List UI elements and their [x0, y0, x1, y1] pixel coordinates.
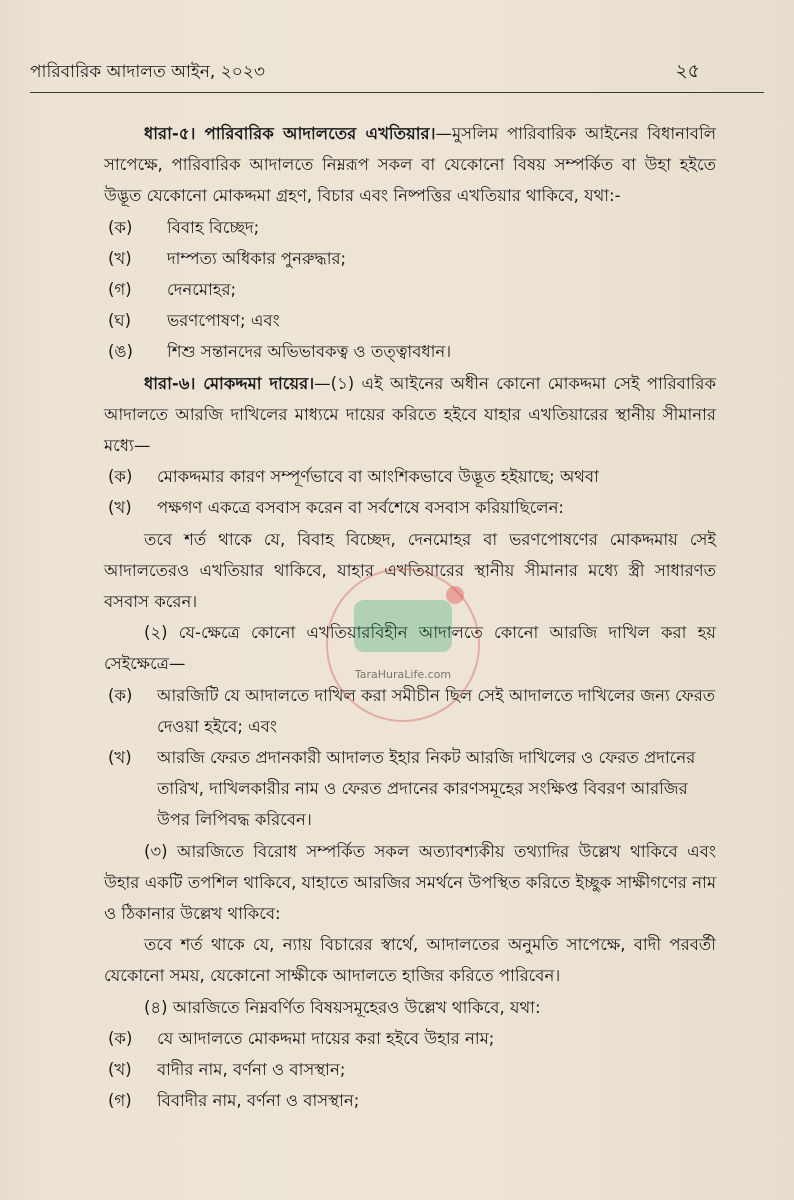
item-mark: (ঘ) — [108, 311, 132, 331]
item-text: দাম্পত্য অধিকার পুনরুদ্ধার; — [167, 248, 347, 268]
item-text: আরজি ফেরত প্রদানকারী আদালত ইহার নিকট আরজি দাখিলের ও ফেরত প্রদানের তারিখ, দাখিলকারীর নাম ও ফেরত প্রদানের কারণসমূহের সংক্ষিপ্ত বিবরণ আরজির উপর লিপিবদ্ধ করিবেন। — [157, 748, 696, 830]
item-text: ভরণপোষণ; এবং — [167, 311, 280, 331]
item-text: বিবাদীর নাম, বর্ণনা ও বাসস্থান; — [157, 1091, 360, 1111]
item-text: যে আদালতে মোকদ্দমা দায়ের করা হইবে উহার নাম; — [157, 1028, 495, 1048]
section-5-heading: ধারা-৫। পারিবারিক আদালতের এখতিয়ার। — [144, 124, 436, 143]
section-6-heading: ধারা-৬। মোকদ্দমা দায়ের। — [144, 373, 315, 393]
section-6-sub2-list — [104, 680, 716, 836]
item-mark: (ঙ) — [108, 342, 133, 362]
item-text: দেনমোহর; — [167, 280, 237, 300]
watermark-text: TaraHuraLife.com — [354, 668, 452, 681]
proviso-3: তবে শর্ত থাকে যে, ন্যায় বিচারের স্বার্থে, আদালতের অনুমতি সাপেক্ষে, বাদী পরবর্তী যেকোনো সময়, যেকোনো সাক্ষীকে আদালতে হাজির করিতে পারিবেন। — [104, 935, 716, 986]
list-item — [104, 212, 716, 243]
section-6 — [104, 368, 716, 462]
section-6-sub1: —(১) এই আইনের অধীন কোনো মোকদ্দমা সেই পারিবারিক আদালতে আরজি দাখিলের মাধ্যমে দায়ের করিতে হইবে যাহার এখতিয়ারের স্থানীয় সীমানার মধ্যে— — [104, 373, 716, 456]
header-rule — [30, 92, 764, 93]
page-header — [30, 55, 764, 89]
page-body — [104, 118, 716, 1117]
item-mark: (ক) — [108, 467, 133, 487]
running-title: পারিবারিক আদালত আইন, ২০২৩ — [30, 62, 265, 82]
list-item — [104, 243, 716, 274]
list-item — [104, 305, 716, 336]
section-5 — [104, 118, 716, 212]
item-mark: (গ) — [108, 280, 132, 300]
section-5-body: —মুসলিম পারিবারিক আইনের বিধানাবলি সাপেক্ষে, পারিবারিক আদালতে নিম্নরূপ সকল বা যেকোনো বিষয় সম্পর্কিত বা উহা হইতে উদ্ভূত যেকোনো মোকদ্দমা গ্রহণ, বিচার এবং নিষ্পত্তির এখতিয়ার থাকিবে, যথা:- — [104, 124, 716, 206]
list-item — [104, 1085, 716, 1116]
list-item — [104, 742, 716, 836]
section-5-list — [104, 212, 716, 368]
list-item — [104, 274, 716, 305]
item-text: মোকদ্দমার কারণ সম্পূর্ণভাবে বা আংশিকভাবে উদ্ভূত হইয়াছে; অথবা — [157, 467, 599, 487]
list-item — [104, 492, 716, 523]
item-mark: (খ) — [108, 498, 132, 518]
item-text: বাদীর নাম, বর্ণনা ও বাসস্থান; — [157, 1060, 346, 1080]
list-item — [104, 1054, 716, 1085]
list-item — [104, 461, 716, 492]
item-mark: (খ) — [108, 748, 132, 768]
item-text: আরজিটি যে আদালতে দাখিল করা সমীচীন ছিল সেই আদালতে দাখিলের জন্য ফেরত দেওয়া হইবে; এবং — [157, 685, 716, 736]
item-mark: (ক) — [108, 1028, 133, 1048]
item-mark: (ক) — [108, 217, 133, 237]
subsection-4: (৪) আরজিতে নিম্নবর্ণিত বিষয়সমূহেরও উল্লেখ থাকিবে, যথা: — [144, 997, 541, 1017]
item-mark: (খ) — [108, 1060, 132, 1080]
item-text: শিশু সন্তানদের অভিভাবকত্ব ও তত্ত্বাবধান। — [167, 342, 452, 362]
item-text: পক্ষগণ একত্রে বসবাস করেন বা সর্বশেষে বসবাস করিয়াছিলেন: — [157, 498, 564, 518]
item-text: বিবাহ বিচ্ছেদ; — [167, 217, 260, 237]
item-mark: (খ) — [108, 248, 132, 268]
section-6-sub1-list — [104, 461, 716, 523]
item-mark: (গ) — [108, 1091, 132, 1111]
subsection-3: (৩) আরজিতে বিরোধ সম্পর্কিত সকল অত্যাবশ্যকীয় তথ্যাদির উল্লেখ থাকিবে এবং উহার একটি তপশিল থাকিবে, যাহাতে আরজির সমর্থনে উপস্থিত করিতে ইচ্ছুক সাক্ষীগণের নাম ও ঠিকানার উল্লেখ থাকিবে: — [104, 841, 716, 924]
list-item — [104, 1023, 716, 1054]
page-number: ২৫ — [675, 60, 700, 82]
item-mark: (ক) — [108, 685, 133, 705]
section-6-sub4-list — [104, 1023, 716, 1117]
list-item — [104, 680, 716, 742]
subsection-2: (২) যে-ক্ষেত্রে কোনো এখতিয়ারবিহীন আদালতে কোনো আরজি দাখিল করা হয় সেইক্ষেত্রে— — [104, 623, 716, 674]
proviso-1: তবে শর্ত থাকে যে, বিবাহ বিচ্ছেদ, দেনমোহর বা ভরণপোষণের মোকদ্দমায় সেই আদালতেরও এখতিয়ার থাকিবে, যাহার এখতিয়ারের স্থানীয় সীমানার মধ্যে স্ত্রী সাধারণত বসবাস করেন। — [104, 529, 716, 612]
list-item — [104, 336, 716, 367]
